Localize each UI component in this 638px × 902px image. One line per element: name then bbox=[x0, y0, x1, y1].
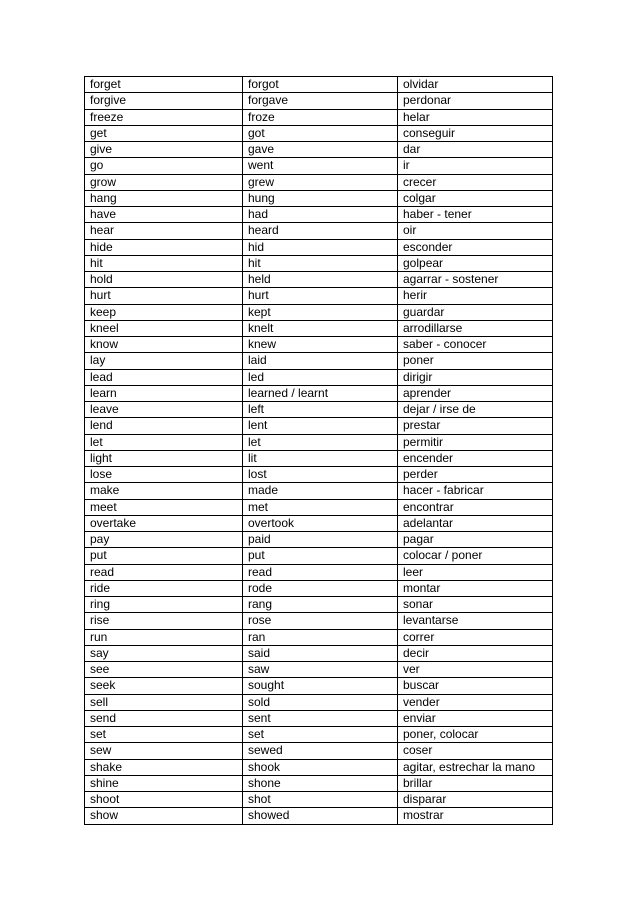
translation-cell: disparar bbox=[398, 792, 553, 808]
base-form-cell: hide bbox=[85, 239, 243, 255]
translation-cell: encender bbox=[398, 450, 553, 466]
base-form-cell: forgive bbox=[85, 93, 243, 109]
table-row bbox=[85, 369, 553, 385]
past-form-cell: let bbox=[243, 434, 398, 450]
past-form-cell: sought bbox=[243, 678, 398, 694]
past-form-cell: laid bbox=[243, 353, 398, 369]
base-form-cell: make bbox=[85, 483, 243, 499]
base-form-cell: get bbox=[85, 125, 243, 141]
table-row bbox=[85, 255, 553, 271]
table-row bbox=[85, 207, 553, 223]
past-form-cell: knew bbox=[243, 337, 398, 353]
translation-cell: esconder bbox=[398, 239, 553, 255]
translation-cell: poner, colocar bbox=[398, 727, 553, 743]
translation-cell: colgar bbox=[398, 190, 553, 206]
base-form-cell: ring bbox=[85, 597, 243, 613]
past-form-cell: held bbox=[243, 272, 398, 288]
past-form-cell: forgave bbox=[243, 93, 398, 109]
base-form-cell: shoot bbox=[85, 792, 243, 808]
past-form-cell: met bbox=[243, 499, 398, 515]
translation-cell: adelantar bbox=[398, 515, 553, 531]
base-form-cell: pay bbox=[85, 532, 243, 548]
translation-cell: oir bbox=[398, 223, 553, 239]
table-row bbox=[85, 694, 553, 710]
table-row bbox=[85, 678, 553, 694]
table-row bbox=[85, 775, 553, 791]
past-form-cell: had bbox=[243, 207, 398, 223]
table-row bbox=[85, 483, 553, 499]
translation-cell: dirigir bbox=[398, 369, 553, 385]
table-row bbox=[85, 580, 553, 596]
translation-cell: brillar bbox=[398, 775, 553, 791]
base-form-cell: lose bbox=[85, 467, 243, 483]
table-row bbox=[85, 759, 553, 775]
verb-table bbox=[84, 76, 553, 825]
base-form-cell: seek bbox=[85, 678, 243, 694]
table-row bbox=[85, 190, 553, 206]
table-row bbox=[85, 337, 553, 353]
past-form-cell: set bbox=[243, 727, 398, 743]
translation-cell: enviar bbox=[398, 710, 553, 726]
translation-cell: vender bbox=[398, 694, 553, 710]
translation-cell: agarrar - sostener bbox=[398, 272, 553, 288]
table-row bbox=[85, 662, 553, 678]
table-row bbox=[85, 125, 553, 141]
table-row bbox=[85, 727, 553, 743]
base-form-cell: know bbox=[85, 337, 243, 353]
translation-cell: hacer - fabricar bbox=[398, 483, 553, 499]
table-row bbox=[85, 402, 553, 418]
translation-cell: montar bbox=[398, 580, 553, 596]
base-form-cell: shake bbox=[85, 759, 243, 775]
base-form-cell: hold bbox=[85, 272, 243, 288]
table-row bbox=[85, 272, 553, 288]
base-form-cell: overtake bbox=[85, 515, 243, 531]
base-form-cell: see bbox=[85, 662, 243, 678]
past-form-cell: gave bbox=[243, 142, 398, 158]
table-row bbox=[85, 142, 553, 158]
past-form-cell: shot bbox=[243, 792, 398, 808]
table-row bbox=[85, 808, 553, 824]
base-form-cell: have bbox=[85, 207, 243, 223]
table-row bbox=[85, 743, 553, 759]
base-form-cell: say bbox=[85, 645, 243, 661]
table-row bbox=[85, 564, 553, 580]
past-form-cell: hid bbox=[243, 239, 398, 255]
translation-cell: buscar bbox=[398, 678, 553, 694]
verb-table-body bbox=[85, 77, 553, 825]
base-form-cell: ride bbox=[85, 580, 243, 596]
translation-cell: permitir bbox=[398, 434, 553, 450]
translation-cell: mostrar bbox=[398, 808, 553, 824]
past-form-cell: ran bbox=[243, 629, 398, 645]
past-form-cell: rode bbox=[243, 580, 398, 596]
table-row bbox=[85, 288, 553, 304]
base-form-cell: go bbox=[85, 158, 243, 174]
translation-cell: leer bbox=[398, 564, 553, 580]
translation-cell: levantarse bbox=[398, 613, 553, 629]
past-form-cell: lost bbox=[243, 467, 398, 483]
base-form-cell: grow bbox=[85, 174, 243, 190]
translation-cell: pagar bbox=[398, 532, 553, 548]
table-row bbox=[85, 515, 553, 531]
base-form-cell: keep bbox=[85, 304, 243, 320]
translation-cell: perdonar bbox=[398, 93, 553, 109]
translation-cell: decir bbox=[398, 645, 553, 661]
translation-cell: herir bbox=[398, 288, 553, 304]
past-form-cell: sent bbox=[243, 710, 398, 726]
translation-cell: ir bbox=[398, 158, 553, 174]
table-row bbox=[85, 548, 553, 564]
table-row bbox=[85, 532, 553, 548]
base-form-cell: lend bbox=[85, 418, 243, 434]
table-row bbox=[85, 320, 553, 336]
translation-cell: saber - conocer bbox=[398, 337, 553, 353]
translation-cell: correr bbox=[398, 629, 553, 645]
table-row bbox=[85, 613, 553, 629]
past-form-cell: rose bbox=[243, 613, 398, 629]
table-row bbox=[85, 77, 553, 93]
base-form-cell: put bbox=[85, 548, 243, 564]
table-row bbox=[85, 710, 553, 726]
table-row bbox=[85, 629, 553, 645]
table-row bbox=[85, 385, 553, 401]
past-form-cell: rang bbox=[243, 597, 398, 613]
translation-cell: helar bbox=[398, 109, 553, 125]
base-form-cell: give bbox=[85, 142, 243, 158]
base-form-cell: let bbox=[85, 434, 243, 450]
past-form-cell: learned / learnt bbox=[243, 385, 398, 401]
base-form-cell: set bbox=[85, 727, 243, 743]
translation-cell: olvidar bbox=[398, 77, 553, 93]
past-form-cell: sewed bbox=[243, 743, 398, 759]
base-form-cell: sell bbox=[85, 694, 243, 710]
past-form-cell: went bbox=[243, 158, 398, 174]
past-form-cell: paid bbox=[243, 532, 398, 548]
base-form-cell: hit bbox=[85, 255, 243, 271]
table-row bbox=[85, 499, 553, 515]
past-form-cell: overtook bbox=[243, 515, 398, 531]
base-form-cell: meet bbox=[85, 499, 243, 515]
base-form-cell: kneel bbox=[85, 320, 243, 336]
base-form-cell: shine bbox=[85, 775, 243, 791]
translation-cell: dar bbox=[398, 142, 553, 158]
base-form-cell: freeze bbox=[85, 109, 243, 125]
table-row bbox=[85, 353, 553, 369]
translation-cell: haber - tener bbox=[398, 207, 553, 223]
translation-cell: agitar, estrechar la mano bbox=[398, 759, 553, 775]
translation-cell: arrodillarse bbox=[398, 320, 553, 336]
table-row bbox=[85, 450, 553, 466]
past-form-cell: shook bbox=[243, 759, 398, 775]
translation-cell: conseguir bbox=[398, 125, 553, 141]
table-row bbox=[85, 304, 553, 320]
past-form-cell: lent bbox=[243, 418, 398, 434]
base-form-cell: lead bbox=[85, 369, 243, 385]
table-row bbox=[85, 434, 553, 450]
translation-cell: colocar / poner bbox=[398, 548, 553, 564]
past-form-cell: put bbox=[243, 548, 398, 564]
past-form-cell: said bbox=[243, 645, 398, 661]
past-form-cell: hung bbox=[243, 190, 398, 206]
translation-cell: coser bbox=[398, 743, 553, 759]
past-form-cell: saw bbox=[243, 662, 398, 678]
translation-cell: perder bbox=[398, 467, 553, 483]
past-form-cell: shone bbox=[243, 775, 398, 791]
translation-cell: crecer bbox=[398, 174, 553, 190]
table-row bbox=[85, 239, 553, 255]
translation-cell: poner bbox=[398, 353, 553, 369]
table-row bbox=[85, 645, 553, 661]
past-form-cell: left bbox=[243, 402, 398, 418]
base-form-cell: send bbox=[85, 710, 243, 726]
base-form-cell: lay bbox=[85, 353, 243, 369]
base-form-cell: light bbox=[85, 450, 243, 466]
past-form-cell: kept bbox=[243, 304, 398, 320]
table-row bbox=[85, 467, 553, 483]
translation-cell: aprender bbox=[398, 385, 553, 401]
base-form-cell: hurt bbox=[85, 288, 243, 304]
past-form-cell: hurt bbox=[243, 288, 398, 304]
past-form-cell: forgot bbox=[243, 77, 398, 93]
past-form-cell: grew bbox=[243, 174, 398, 190]
table-row bbox=[85, 418, 553, 434]
translation-cell: golpear bbox=[398, 255, 553, 271]
table-row bbox=[85, 792, 553, 808]
table-row bbox=[85, 174, 553, 190]
translation-cell: prestar bbox=[398, 418, 553, 434]
base-form-cell: hear bbox=[85, 223, 243, 239]
table-row bbox=[85, 93, 553, 109]
past-form-cell: froze bbox=[243, 109, 398, 125]
base-form-cell: hang bbox=[85, 190, 243, 206]
past-form-cell: read bbox=[243, 564, 398, 580]
translation-cell: dejar / irse de bbox=[398, 402, 553, 418]
past-form-cell: led bbox=[243, 369, 398, 385]
table-row bbox=[85, 158, 553, 174]
table-row bbox=[85, 223, 553, 239]
base-form-cell: show bbox=[85, 808, 243, 824]
base-form-cell: learn bbox=[85, 385, 243, 401]
past-form-cell: showed bbox=[243, 808, 398, 824]
past-form-cell: made bbox=[243, 483, 398, 499]
past-form-cell: lit bbox=[243, 450, 398, 466]
past-form-cell: heard bbox=[243, 223, 398, 239]
base-form-cell: sew bbox=[85, 743, 243, 759]
base-form-cell: run bbox=[85, 629, 243, 645]
base-form-cell: leave bbox=[85, 402, 243, 418]
translation-cell: guardar bbox=[398, 304, 553, 320]
translation-cell: ver bbox=[398, 662, 553, 678]
table-row bbox=[85, 109, 553, 125]
past-form-cell: got bbox=[243, 125, 398, 141]
table-row bbox=[85, 597, 553, 613]
translation-cell: encontrar bbox=[398, 499, 553, 515]
base-form-cell: read bbox=[85, 564, 243, 580]
translation-cell: sonar bbox=[398, 597, 553, 613]
base-form-cell: forget bbox=[85, 77, 243, 93]
base-form-cell: rise bbox=[85, 613, 243, 629]
past-form-cell: hit bbox=[243, 255, 398, 271]
past-form-cell: sold bbox=[243, 694, 398, 710]
past-form-cell: knelt bbox=[243, 320, 398, 336]
